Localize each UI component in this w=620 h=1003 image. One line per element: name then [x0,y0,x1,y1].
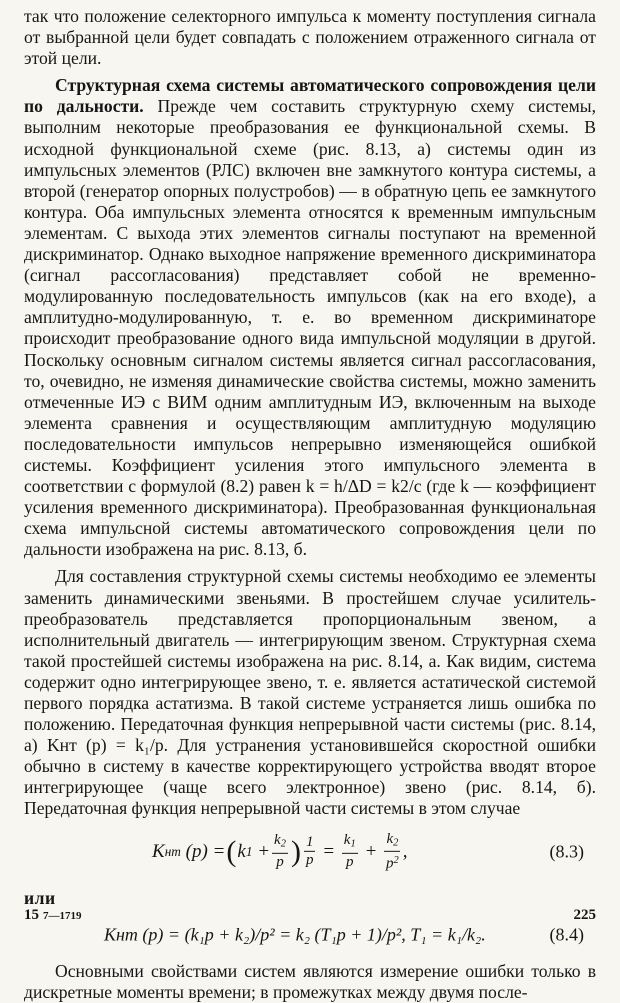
paragraph-intro: так что положение селекторного импульса к моменту поступления сигнала от выбранной цели будет совпадать с положением отраженного сигнала от этой цели. [24,6,596,69]
formula-8-4-expression: Kнт (p) = (k₁p + k₂)/p² = k₂ (T₁p + 1)/p², T₁ = k₁/k₂. [104,924,486,945]
paragraph-structural-scheme-body: Прежде чем составить структурную схему системы, выполним некоторые преобразования ее функциональной схемы. В исходной функциональной схеме (рис. 8.13, а) системы один из импульсных элементов (РЛС) включен вне замкнутого контура системы, а второй (генератор опорных полустробов) — в обратную цепь ее замкнутого контура. Оба импульсных элемента относятся к временным импульсным элементам. С выхода этих элементов сигналы поступают на временной дискриминатор. Однако выходное напряжение временного дискриминатора (сигнал рассогласования) представляет собой не временно-модулированную последовательность импульсов (как на его входе), а амплитудно-модулированную, т. е. во временном дискриминаторе происходит преобразование одного вида импульсной модуляции в другой. Поскольку основным сигналом системы является сигнал рассогласования, то, очевидно, не изменяя динамические свойства системы, можно заменить отмеченные ИЭ с ВИМ одним амплитудным ИЭ, включенным на выходе элемента сравнения и осуществляющим амплитудную модуляцию последовательности импульсов непрерывно изменяющейся ошибкой системы. Коэффициент усиления этого импульсного элемента в соответствии с формулой (8.2) равен k = h/ΔD = k2/c (где k — коэффициент усиления временного дискриминатора). Преобразованная функциональная схема импульсной системы автоматического сопровождения цели по дальности изображена на рис. 8.13, б. [24,96,596,560]
page-footer [24,907,596,924]
signature-code: 7—1719 [43,910,82,922]
paragraph-structural-scheme [24,75,596,560]
formula-8-3-number: (8.3) [549,841,584,862]
paragraph-properties: Основными свойствами систем являются измерение ошибки только в дискретные моменты времени; в промежутках между двумя после- [24,960,596,1002]
formula-8-4-number: (8.4) [549,924,584,945]
signature-number: 15 [24,907,39,923]
paragraph-dynamic-links: Для составления структурной схемы системы необходимо ее элементы заменить динамическими звеньями. В простейшем случае усилитель-преобразователь представляется пропорциональным звеном, а исполнительный двигатель — интегрирующим звеном. Структурная схема такой простейшей системы изображена на рис. 8.14, а. Как видим, система содержит одно интегрирующее звено, т. е. является астатической системой первого порядка астатизма. В такой системе устраняется лишь ошибка по положению. Передаточная функция непрерывной части системы (рис. 8.14, а) Kнт (p) = k₁/p. Для устранения установившейся скоростной ошибки обычно в систему в качестве корректирующего устройства вводят второе интегрирующее (чаще всего электронное) звено (рис. 8.14, б). Передаточная функция непрерывной части системы в этом случае [24,566,596,819]
page-number: 225 [573,907,596,923]
formula-8-3-expression: K нт (p) = ( k 1 + $\frac{k_2}{p}$ ) $\frac{1}{p}$ = $\frac{k_1}{p}$ + $\frac{k_2}{p^2}$ , [152,830,408,872]
conjunction-or: или [24,887,56,908]
formula-8-3 [24,820,596,884]
printer-signature [24,907,82,924]
section-heading: Структурная схема системы автоматического сопровождения цели по дальности. [24,75,596,117]
